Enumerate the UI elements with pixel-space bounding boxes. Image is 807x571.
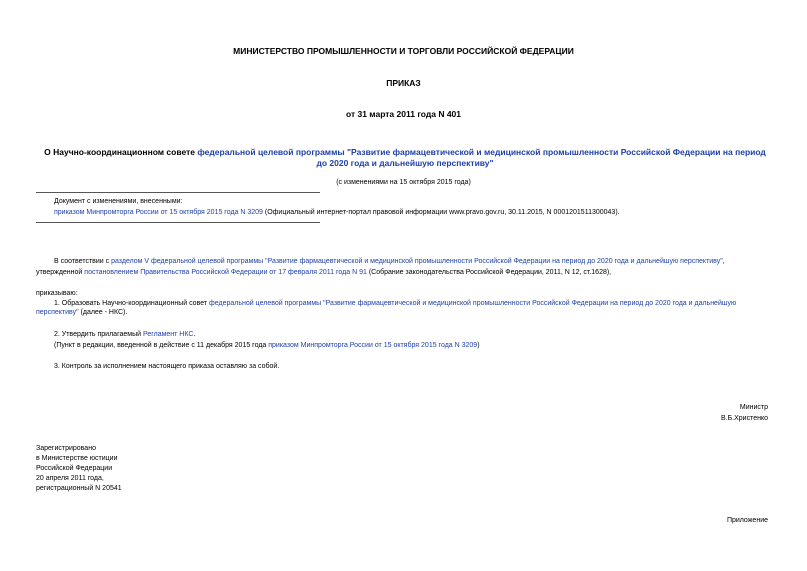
- title-program-link[interactable]: федеральной целевой программы "Развитие фармацевтической и медицинской промышленности Российской Федерации на период до 2020 года и дальнейшую перспективу": [197, 147, 766, 169]
- registration-line-4: 20 апреля 2011 года,: [36, 475, 104, 482]
- item-1: [36, 299, 771, 317]
- amendments-note: (с изменениями на 15 октября 2015 года): [336, 179, 471, 186]
- document-title: [40, 147, 770, 170]
- item-2-prefix: 2. Утвердить прилагаемый: [54, 331, 143, 338]
- title-prefix: О Научно-координационном совете: [44, 147, 198, 157]
- item-3: 3. Контроль за исполнением настоящего приказа оставляю за собой.: [54, 363, 280, 370]
- item-1-suffix: (далее - НКС).: [78, 309, 128, 317]
- order-word: приказываю:: [36, 290, 78, 297]
- changes-top-rule: [36, 192, 320, 193]
- registration-line-5: регистрационный N 20541: [36, 485, 122, 492]
- preamble-decree-link[interactable]: постановлением Правительства Российской Федерации от 17 февраля 2011 года N 91: [84, 269, 367, 276]
- item-1-prefix: 1. Образовать Научно-координационный совет: [54, 300, 210, 307]
- item-2-note: [54, 341, 480, 350]
- changes-source: (Официальный интернет-портал правовой информации www.pravo.gov.ru, 30.11.2015, N 0001201511300043).: [262, 209, 620, 216]
- preamble-text-3: утвержденной: [36, 269, 85, 276]
- changes-order-link[interactable]: приказом Минпромторга России от 15 октября 2015 года N 3209: [54, 209, 263, 216]
- registration-line-2: в Министерстве юстиции: [36, 455, 118, 462]
- item-2-regulation-link[interactable]: Регламент НКС: [142, 331, 194, 338]
- appendix-label: Приложение: [726, 517, 768, 524]
- item-2-note-prefix: (Пункт в редакции, введенной в действие с 11 декабря 2015 года: [54, 342, 269, 349]
- item-2-note-suffix: ): [477, 342, 480, 349]
- item-2: [54, 330, 195, 339]
- item-2-note-link[interactable]: приказом Минпромторга России от 15 октября 2015 года N 3209: [268, 342, 478, 349]
- preamble-line-1: [54, 257, 725, 266]
- changes-entry: [54, 208, 620, 217]
- preamble-line-2: [36, 268, 611, 277]
- date-number: от 31 марта 2011 года N 401: [345, 109, 462, 119]
- preamble-text-4: (Собрание законодательства Российской Федерации, 2011, N 12, ст.1628),: [366, 269, 612, 276]
- preamble-text-1: В соответствии с: [54, 258, 112, 265]
- registration-line-3: Российской Федерации: [36, 465, 113, 472]
- changes-bottom-rule: [36, 222, 320, 223]
- preamble-text-2: ,: [722, 258, 725, 265]
- signature-name: В.Б.Христенко: [720, 415, 768, 422]
- ministry-heading: МИНИСТЕРСТВО ПРОМЫШЛЕННОСТИ И ТОРГОВЛИ РОССИЙСКОЙ ФЕДЕРАЦИИ: [233, 46, 574, 56]
- doc-type-heading: ПРИКАЗ: [386, 78, 421, 88]
- changes-intro: Документ с изменениями, внесенными:: [54, 198, 183, 205]
- item-1-program-link[interactable]: федеральной целевой программы "Развитие фармацевтической и медицинской промышленности Российской Федерации на период до 2020 года и дальнейшую перспективу": [36, 300, 737, 317]
- preamble-section-link[interactable]: разделом V федеральной целевой программы "Развитие фармацевтической и медицинской промышленности Российской Федерации на период до 2020 года и дальнейшую перспективу": [111, 258, 723, 265]
- signature-title: Министр: [739, 404, 768, 411]
- item-2-suffix: .: [193, 331, 196, 338]
- registration-line-1: Зарегистрировано: [36, 445, 96, 452]
